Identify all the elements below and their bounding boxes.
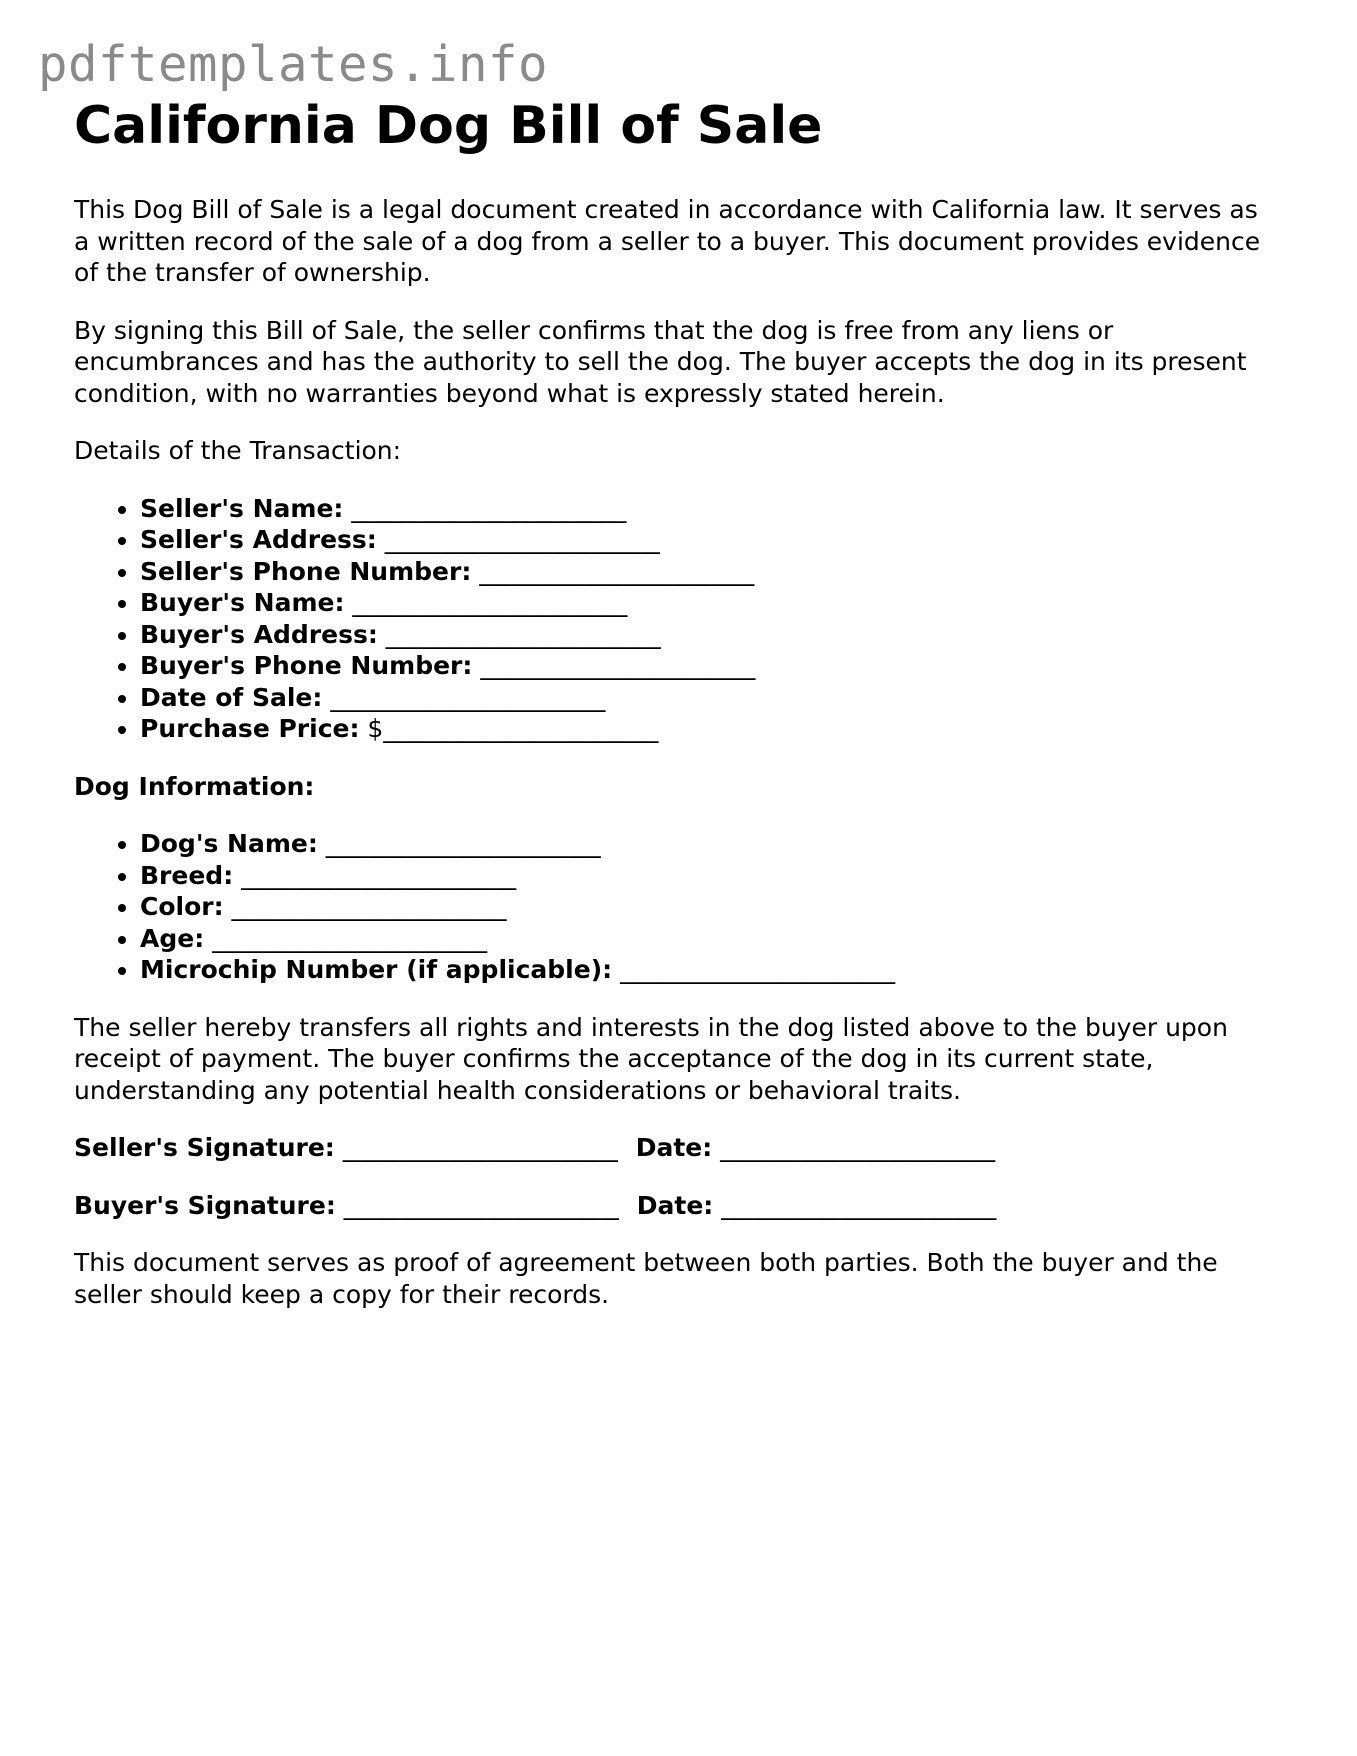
field-color [140, 891, 1274, 923]
document-page [74, 96, 1274, 1310]
field-label: Purchase Price: [140, 714, 360, 743]
fill-blank[interactable]: ______________________ [344, 588, 628, 617]
fill-blank[interactable]: $______________________ [359, 714, 659, 743]
seller-date-label: Date: [635, 1133, 713, 1162]
fill-blank[interactable]: ______________________ [612, 955, 896, 984]
fill-blank[interactable]: ______________________ [472, 651, 756, 680]
buyer-signature-label: Buyer's Signature: [74, 1190, 336, 1220]
field-label: Buyer's Name: [140, 588, 345, 617]
intro-paragraph: This Dog Bill of Sale is a legal document created in accordance with California law. It serves as a written record of the sale of a dog from a seller to a buyer. This document provides evidence of the transfer of ownership. [74, 195, 1261, 287]
field-sellers-phone [140, 556, 1274, 588]
document-title: California Dog Bill of Sale [74, 96, 823, 156]
field-age [140, 923, 1274, 955]
buyer-date-blank[interactable]: ______________________ [713, 1190, 997, 1220]
fill-blank[interactable]: ______________________ [204, 923, 488, 953]
field-microchip-number [140, 954, 1274, 986]
seller-signature-row [74, 1132, 1274, 1164]
buyer-date-label: Date: [636, 1190, 714, 1220]
field-buyers-phone [140, 650, 1274, 682]
fill-blank[interactable]: ______________________ [376, 525, 660, 554]
seller-signature-blank[interactable]: ______________________ [334, 1133, 618, 1162]
field-label: Buyer's Phone Number: [140, 651, 473, 680]
field-label: Microchip Number (if applicable): [140, 955, 613, 984]
watermark: pdftemplates.info [38, 36, 549, 93]
dog-information-heading: Dog Information: [74, 771, 315, 801]
fill-blank[interactable]: ______________________ [223, 892, 507, 921]
transfer-paragraph: The seller hereby transfers all rights and interests in the dog listed above to the buyer upon receipt of payment. The buyer confirms the acceptance of the dog in its current state, understanding any potential health considerations or behavioral traits. [74, 1012, 1228, 1105]
fill-blank[interactable]: ______________________ [377, 619, 661, 649]
signing-paragraph: By signing this Bill of Sale, the seller confirms that the dog is free from any liens or encumbrances and has the authority to sell the dog. The buyer accepts the dog in its present condition, with no warranties beyond what is expressly stated herein. [74, 315, 1247, 408]
fill-blank[interactable]: ______________________ [322, 682, 606, 712]
field-label: Color: [140, 892, 224, 921]
buyer-signature-blank[interactable]: ______________________ [335, 1190, 619, 1220]
field-buyers-address [140, 619, 1274, 651]
fill-blank[interactable]: ______________________ [233, 860, 517, 890]
fill-blank[interactable]: ______________________ [471, 556, 755, 586]
field-label: Age: [140, 923, 205, 953]
details-heading: Details of the Transaction: [74, 436, 402, 465]
closing-paragraph: This document serves as proof of agreement between both parties. Both the buyer and the seller should keep a copy for their records. [74, 1248, 1218, 1309]
field-breed [140, 860, 1274, 892]
field-purchase-price [140, 713, 1274, 745]
field-sellers-address [140, 524, 1274, 556]
fill-blank[interactable]: ______________________ [317, 829, 601, 858]
field-date-of-sale [140, 682, 1274, 714]
field-buyers-name [140, 587, 1274, 619]
field-label: Breed: [140, 860, 234, 890]
seller-signature-label: Seller's Signature: [74, 1133, 335, 1162]
field-label: Date of Sale: [140, 682, 323, 712]
field-label: Seller's Name: [140, 493, 344, 523]
buyer-signature-row [74, 1190, 1274, 1222]
transaction-fields-list [74, 493, 1274, 745]
field-label: Seller's Phone Number: [140, 556, 472, 586]
field-sellers-name [140, 493, 1274, 525]
field-label: Seller's Address: [140, 525, 377, 554]
fill-blank[interactable]: ______________________ [343, 493, 627, 523]
seller-date-blank[interactable]: ______________________ [712, 1133, 996, 1162]
dog-fields-list [74, 828, 1274, 986]
field-label: Buyer's Address: [140, 619, 378, 649]
field-dogs-name [140, 828, 1274, 860]
field-label: Dog's Name: [140, 829, 318, 858]
